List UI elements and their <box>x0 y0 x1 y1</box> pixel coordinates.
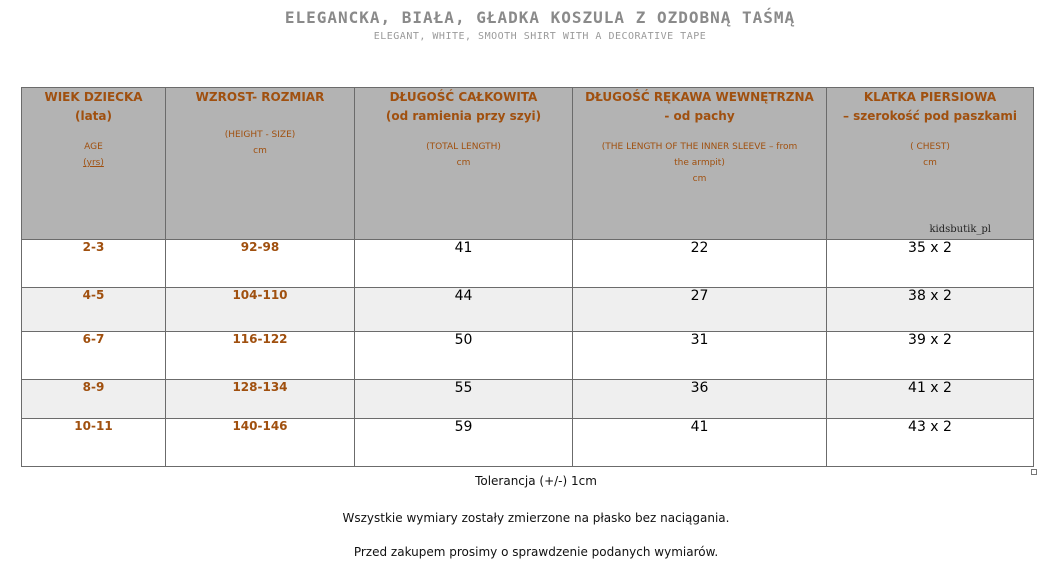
header-age <box>22 88 166 240</box>
header-sleeve-title: DŁUGOŚĆ RĘKAWA WEWNĘTRZNA <box>585 90 814 104</box>
header-sleeve <box>573 88 827 240</box>
table-row <box>22 419 1034 467</box>
header-chest-title: KLATKA PIERSIOWA <box>863 90 997 104</box>
header-age-en-unit: (yrs) <box>83 158 104 168</box>
cell-age: 6-7 <box>22 332 166 380</box>
table-row <box>22 240 1034 288</box>
table-header-row <box>22 88 1034 240</box>
cell-chest: 41 x 2 <box>827 380 1034 419</box>
header-chest-unit: cm <box>923 158 937 168</box>
header-age-unit: (lata) <box>74 109 112 123</box>
page-title: ELEGANCKA, BIAŁA, GŁADKA KOSZULA Z OZDOBNĄ TAŚMĄ <box>284 8 796 27</box>
header-sleeve-en: (THE LENGTH OF THE INNER SLEEVE – from <box>601 142 798 152</box>
cell-age: 8-9 <box>22 380 166 419</box>
header-sleeve-unit: cm <box>692 174 707 184</box>
header-height-title: WZROST- ROZMIAR <box>195 90 325 104</box>
cell-age: 2-3 <box>22 240 166 288</box>
table-row <box>22 288 1034 332</box>
header-length-unit: cm <box>456 158 471 168</box>
cell-size: 104-110 <box>166 288 355 332</box>
cell-age: 10-11 <box>22 419 166 467</box>
page-subtitle: ELEGANT, WHITE, SMOOTH SHIRT WITH A DECORATIVE TAPE <box>373 31 707 42</box>
table-row <box>22 380 1034 419</box>
cell-chest: 38 x 2 <box>827 288 1034 332</box>
header-age-en: AGE <box>84 142 103 152</box>
header-total-length <box>355 88 573 240</box>
header-sleeve-en2: the armpit) <box>674 158 725 168</box>
cell-age: 4-5 <box>22 288 166 332</box>
cell-sleeve: 22 <box>573 240 827 288</box>
header-height <box>166 88 355 240</box>
cell-length: 59 <box>355 419 573 467</box>
cell-chest: 43 x 2 <box>827 419 1034 467</box>
watermark: kidsbutik_pl <box>929 224 991 235</box>
cell-length: 44 <box>355 288 573 332</box>
cell-size: 92-98 <box>166 240 355 288</box>
header-chest-desc: – szerokość pod paszkami <box>842 109 1018 123</box>
measurement-note: Wszystkie wymiary zostały zmierzone na płasko bez naciągania. <box>342 511 730 525</box>
header-sleeve-desc: - od pachy <box>664 109 735 123</box>
check-note: Przed zakupem prosimy o sprawdzenie podanych wymiarów. <box>353 545 719 559</box>
header-chest <box>827 88 1034 240</box>
table-row <box>22 332 1034 380</box>
cell-size: 128-134 <box>166 380 355 419</box>
cell-sleeve: 27 <box>573 288 827 332</box>
cell-chest: 35 x 2 <box>827 240 1034 288</box>
header-chest-en: ( CHEST) <box>910 142 950 152</box>
cell-sleeve: 36 <box>573 380 827 419</box>
header-age-title: WIEK DZIECKA <box>44 90 143 104</box>
header-height-unit: cm <box>253 146 267 156</box>
header-length-title: DŁUGOŚĆ CAŁKOWITA <box>389 90 538 104</box>
cell-chest: 39 x 2 <box>827 332 1034 380</box>
cell-length: 41 <box>355 240 573 288</box>
header-length-en: (TOTAL LENGTH) <box>426 142 501 152</box>
header-height-en: (HEIGHT - SIZE) <box>224 130 296 140</box>
cell-length: 55 <box>355 380 573 419</box>
cell-size: 140-146 <box>166 419 355 467</box>
cell-size: 116-122 <box>166 332 355 380</box>
tolerance-note: Tolerancja (+/-) 1cm <box>475 474 597 488</box>
cell-sleeve: 41 <box>573 419 827 467</box>
size-table <box>21 87 1034 467</box>
cell-length: 50 <box>355 332 573 380</box>
cell-sleeve: 31 <box>573 332 827 380</box>
header-length-desc: (od ramienia przy szyi) <box>385 109 542 123</box>
